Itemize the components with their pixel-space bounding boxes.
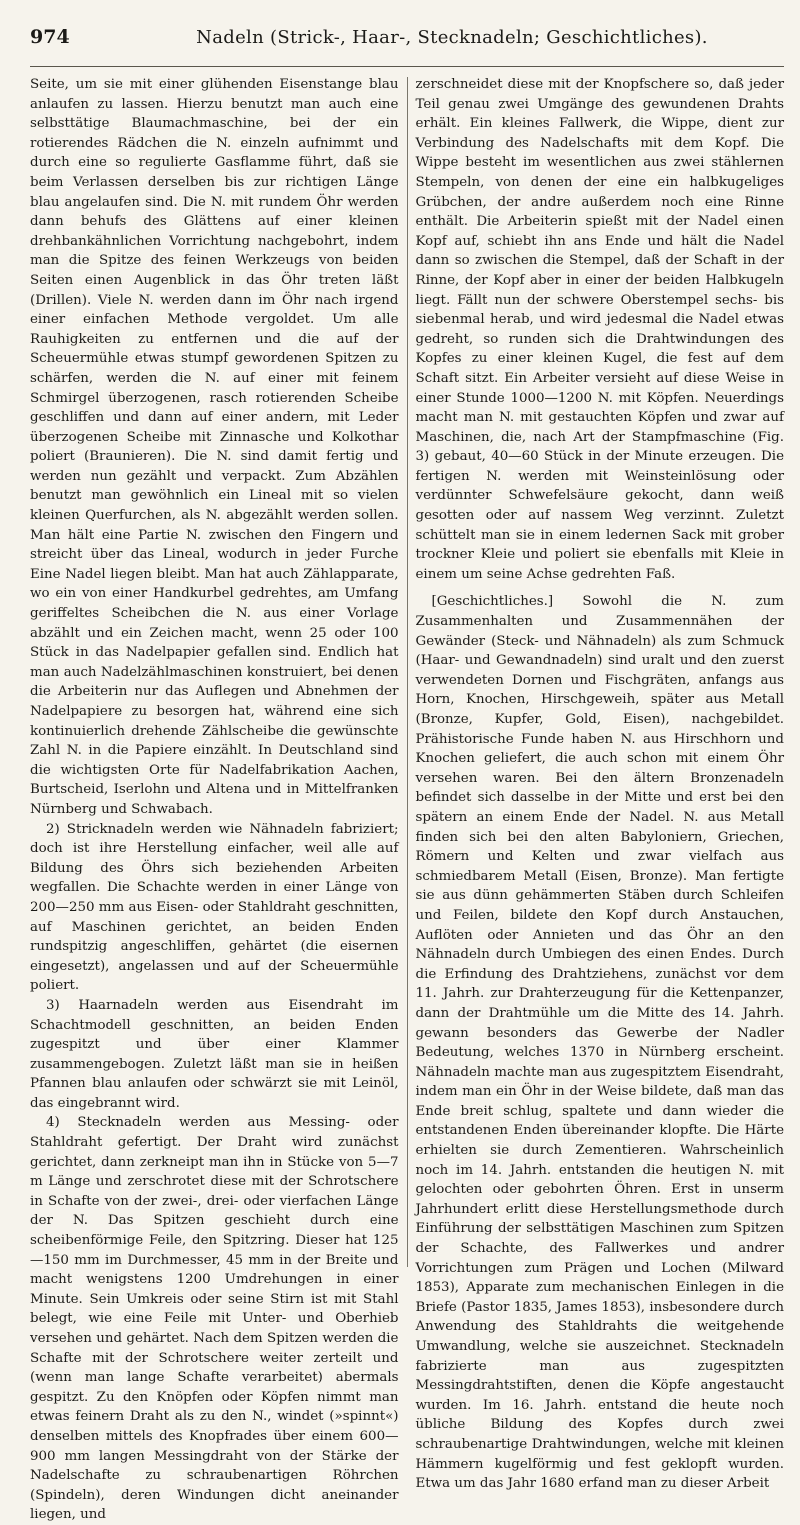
column-divider bbox=[407, 77, 408, 1267]
right-column bbox=[415, 75, 785, 1492]
left-column bbox=[30, 75, 399, 1523]
paragraph-stricknadeln: 2) Stricknadeln werden wie Nähnadeln fabriziert; doch ist ihre Herstellung einfacher, weil alle auf Bildung des Öhrs sich beziehenden Arbeiten wegfallen. Die Schachte werden in einer Länge von 200—250 mm aus Eisen- oder Stahldraht geschnitten, auf Maschinen gerichtet, an beiden Enden rundspitzig angeschliffen, gehärtet (die eisernen eingesetzt), angelassen und auf der Scheuermühle poliert. bbox=[30, 821, 399, 994]
paragraph-geschichtliches: [Geschichtliches.] Sowohl die N. zum Zusammenhalten und Zusammennähen der Gewänder (Steck- und Nähnadeln) als zum Schmuck (Haar- und Gewandnadeln) sind uralt und den zuerst verwendeten Dornen und Fischgräten, anfangs aus Horn, Knochen, Hirschgeweih, später aus Metall (Bronze, Kupfer, Gold, Eisen), nachgebildet. Prähistorische Funde haben N. aus Hirschhorn und Knochen geliefert, die auch schon mit einem Öhr versehen waren. Bei den ältern Bronzenadeln befindet sich dasselbe in der Mitte und erst bei den spätern an einem Ende der Nadel. N. aus Metall finden sich bei den alten Babyloniern, Griechen, Römern und Kelten und zwar vielfach aus schmiedbarem Metall (Eisen, Bronze). Man fertigte sie aus dünn gehämmerten Stäben durch Schleifen und Feilen, bildete den Kopf durch Anstauchen, Auflöten oder Annieten und das Öhr an den Nähnadeln durch Umbiegen des einen Endes. Durch die Erfindung des Drahtziehens, zunächst vor dem 11. Jahrh. zur Drahterzeugung für die Kettenpanzer, dann der Drahtmühle um die Mitte des 14. Jahrh. gewann besonders das Gewerbe der Nadler Bedeutung, welches 1370 in Nürnberg erscheint. Nähnadeln machte man aus zugespitztem Eisendraht, indem man ein Öhr in der Weise bildete, daß man das Ende breit schlug, spaltete und dann wieder die entstandenen Enden übereinander klopfte. Die Härte erhielten sie durch Zementieren. Wahrscheinlich noch im 14. Jahrh. entstanden die heutigen N. mit gelochten oder gebohrten Öhren. Erst in unserm Jahrhundert erlitt diese Herstellungsmethode durch Einführung der selbsttätigen Maschinen zum Spitzen der Schachte, des Fallwerkes und andrer Vorrichtungen zum Prägen und Lochen (Milward 1853), Apparate zum mechanischen Einlegen in die Briefe (Pastor 1835, James 1853), insbesondere durch Anwendung des Stahldrahts die weitgehende Umwandlung, welche sie auszeichnet. Stecknadeln fabrizierte man aus zugespitzten Messingdrahtstiften, denen die Köpfe angestaucht wurden. Im 16. Jahrh. entstand die heute noch übliche Bildung des Kopfes durch zwei schraubenartige Drahtwindungen, welche mit kleinen Hämmern kugelförmig und fest geklopft wurden. Etwa um das Jahr 1680 erfand man zu dieser Arbeit bbox=[415, 594, 784, 1492]
paragraph-haarnadeln: 3) Haarnadeln werden aus Eisendraht im Schachtmodell geschnitten, an beiden Enden zugespitzt und über einer Klammer zusammengebogen. Zuletzt läßt man sie in heißen Pfannen blau anlaufen oder schwärzt sie mit Leinöl, das eingebrannt wird. bbox=[30, 997, 399, 1111]
running-title: Nadeln (Strick-, Haar-, Stecknadeln; Geschichtliches). bbox=[196, 27, 708, 48]
text-columns bbox=[30, 75, 784, 1523]
paragraph: Seite, um sie mit einer glühenden Eisenstange blau anlaufen zu lassen. Hierzu benutzt man auch eine selbsttätige Blaumachmaschine, bei der ein rotierendes Rädchen die N. einzeln aufnimmt und durch eine so regulierte Gasflamme führt, daß sie beim Verlassen derselben bis zur richtigen Länge blau angelaufen sind. Die N. mit rundem Öhr werden dann behufs des Glättens auf einer kleinen drehbankähnlichen Vorrichtung nachgebohrt, indem man die Spitze des feinen Werkzeugs von beiden Seiten einen Augenblick in das Öhr treten läßt (Drillen). Viele N. werden dann im Öhr nach irgend einer einfachen Methode vergoldet. Um alle Rauhigkeiten zu entfernen und die auf der Scheuermühle etwas stumpf gewordenen Spitzen zu schärfen, werden die N. auf einer mit feinem Schmirgel überzogenen, rasch rotierenden Scheibe geschliffen und dann auf einer andern, mit Leder überzogenen Scheibe mit Zinnasche und Kolkothar poliert (Braunieren). Die N. sind damit fertig und werden nun gezählt und verpackt. Zum Abzählen benutzt man gewöhnlich ein Lineal mit so vielen kleinen Querfurchen, als N. abgezählt werden sollen. Man hält eine Partie N. zwischen den Fingern und streicht über das Lineal, wodurch in jeder Furche Eine Nadel liegen bleibt. Man hat auch Zählapparate, wo ein von einer Handkurbel gedrehtes, am Umfang geriffeltes Scheibchen die N. aus einer Vorlage abzählt und ein Zeichen macht, wenn 25 oder 100 Stück in das Nadelpapier gefallen sind. Endlich hat man auch Nadelzählmaschinen konstruiert, bei denen die Arbeiterin nur das Auflegen und Abnehmen der Nadelpapiere zu besorgen hat, während eine sich kontinuierlich drehende Zählscheibe die gewünschte Zahl N. in die Papiere einzählt. In Deutschland sind die wichtigsten Orte für Nadelfabrikation Aachen, Burtscheid, Iserlohn und Altena und in Mittelfranken Nürnberg und Schwabach. bbox=[30, 77, 399, 817]
page-header bbox=[30, 26, 784, 67]
page-number: 974 bbox=[30, 26, 70, 48]
paragraph-stecknadeln: 4) Stecknadeln werden aus Messing- oder Stahldraht gefertigt. Der Draht wird zunächst gerichtet, dann zerkneipt man ihn in Stücke von 5—7 m Länge und zerschrotet diese mit der Schrotschere in Schafte von der zwei-, drei- oder vierfachen Länge der N. Das Spitzen geschieht durch eine scheibenförmige Feile, den Spitzring. Dieser hat 125—150 mm im Durchmesser, 45 mm in der Breite und macht wenigstens 1200 Umdrehungen in einer Minute. Sein Umkreis oder seine Stirn ist mit Stahl belegt, wie eine Feile mit Unter- und Oberhieb versehen und gehärtet. Nach dem Spitzen werden die Schafte mit der Schrotschere weiter zerteilt und (wenn man lange Schafte verarbeitet) abermals gespitzt. Zu den Knöpfen oder Köpfen nimmt man etwas feinern Draht als zu den N., windet (»spinnt«) denselben mittels des Knopfrades über einem 600—900 mm langen Messingdraht von der Stärke der Nadelschafte zu schraubenartigen Röhrchen (Spindeln), deren Windungen dicht aneinander liegen, und bbox=[30, 1115, 399, 1523]
paragraph: zerschneidet diese mit der Knopfschere so, daß jeder Teil genau zwei Umgänge des gewundenen Drahts erhält. Ein kleines Fallwerk, die Wippe, dient zur Verbindung des Nadelschafts mit dem Kopf. Die Wippe besteht im wesentlichen aus zwei stählernen Stempeln, von denen der eine ein halbkugeliges Grübchen, der andre außerdem noch eine Rinne enthält. Die Arbeiterin spießt mit der Nadel einen Kopf auf, schiebt ihn ans Ende und hält die Nadel dann so zwischen die Stempel, daß der Schaft in der Rinne, der Kopf aber in einer der beiden Halbkugeln liegt. Fällt nun der schwere Oberstempel sechs- bis siebenmal herab, und wird jedesmal die Nadel etwas gedreht, so runden sich die Drahtwindungen des Kopfes zu einer kleinen Kugel, die fest auf dem Schaft sitzt. Ein Arbeiter versieht auf diese Weise in einer Stunde 1000—1200 N. mit Köpfen. Neuerdings macht man N. mit gestauchten Köpfen und zwar auf Maschinen, die, nach Art der Stampfmaschine (Fig. 3) gebaut, 40—60 Stück in der Minute erzeugen. Die fertigen N. werden mit Weinsteinlösung oder verdünnter Schwefelsäure gekocht, dann weiß gesotten oder auf nassem Weg verzinnt. Zuletzt schüttelt man sie in einem ledernen Sack mit grober trockner Kleie und poliert sie ebenfalls mit Kleie in einem um seine Achse gedrehten Faß. bbox=[415, 77, 784, 582]
